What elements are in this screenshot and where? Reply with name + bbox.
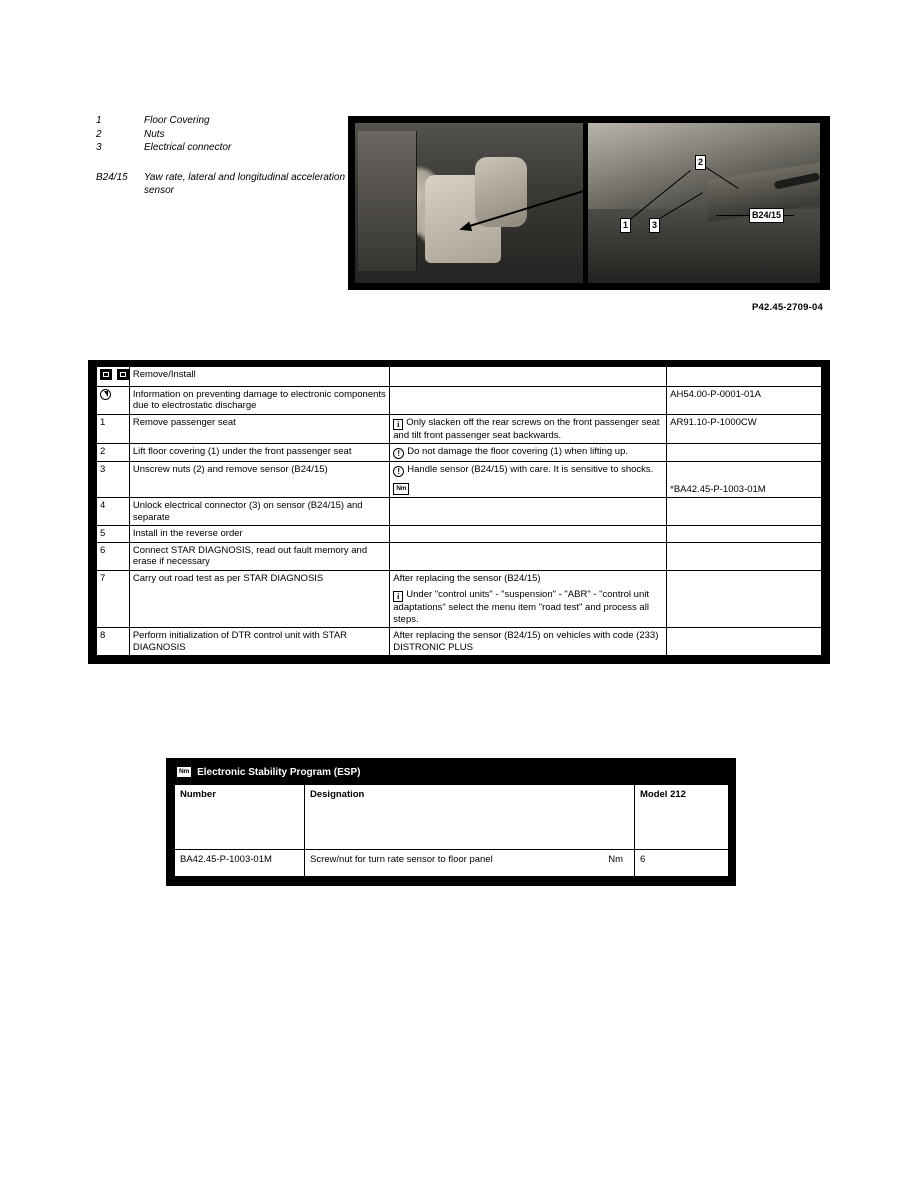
note-text: After replacing the sensor (B24/15) on vehicles with code (233) DISTRONIC PLUS <box>390 628 667 656</box>
operation-text: Lift floor covering (1) under the front passenger seat <box>129 444 389 462</box>
step-number: 2 <box>97 444 130 462</box>
esp-unit: Nm <box>608 854 623 865</box>
table-row <box>97 386 822 414</box>
legend-item-component <box>96 171 346 198</box>
figure-photos <box>348 116 830 290</box>
warning-icon: ! <box>393 448 404 459</box>
esp-cell-number[interactable]: BA42.45-P-1003-01M <box>175 850 305 877</box>
legend-number: 2 <box>96 128 102 140</box>
table-row <box>97 444 822 462</box>
note-cell <box>390 444 667 462</box>
photo-vehicle-interior <box>355 123 583 283</box>
legend-text: Floor Covering <box>144 115 210 126</box>
esp-torque-table <box>174 784 729 877</box>
document-reference <box>667 444 822 462</box>
photo-sensor-detail <box>588 123 820 283</box>
note-text <box>390 498 667 526</box>
table-row <box>97 462 822 498</box>
legend-item <box>96 114 346 128</box>
photo-left-door <box>358 131 417 271</box>
torque-icon: Nm <box>393 483 409 495</box>
step-number: 7 <box>97 570 130 628</box>
info-icon: i <box>393 591 403 602</box>
table-row <box>97 628 822 656</box>
figure-code: P42.45-2709-04 <box>752 302 823 313</box>
operation-text: Carry out road test as per STAR DIAGNOSIS <box>129 570 389 628</box>
operation-text: Install in the reverse order <box>129 526 389 543</box>
step-number: 8 <box>97 628 130 656</box>
note-text: Handle sensor (B24/15) with care. It is sensitive to shocks. <box>407 464 654 475</box>
note-text <box>390 542 667 570</box>
operation-text: Information on preventing damage to electronic components due to electrostatic discharge <box>129 386 389 414</box>
table-row <box>97 498 822 526</box>
step-number: 5 <box>97 526 130 543</box>
torque-icon: Nm <box>176 766 192 778</box>
legend-text: Electrical connector <box>144 142 232 153</box>
callout-1: 1 <box>620 218 631 233</box>
esp-header-number: Number <box>175 785 305 850</box>
callout-2: 2 <box>695 155 706 170</box>
document-reference <box>667 542 822 570</box>
table-header-row <box>97 367 822 387</box>
legend-text: Yaw rate, lateral and longitudinal acceleration sensor <box>144 171 346 196</box>
legend-number: 1 <box>96 115 102 126</box>
operation-text: Unscrew nuts (2) and remove sensor (B24/15) <box>129 462 389 498</box>
operation-text: Connect STAR DIAGNOSIS, read out fault memory and erase if necessary <box>129 542 389 570</box>
table-row <box>97 526 822 543</box>
expand-all-icon[interactable] <box>100 369 112 380</box>
info-icon: i <box>393 419 403 430</box>
header-document <box>667 367 822 387</box>
legend-spacer <box>96 155 346 171</box>
esp-designation-text: Screw/nut for turn rate sensor to floor panel <box>310 854 493 865</box>
esp-table-title <box>174 765 728 784</box>
esd-icon <box>100 389 111 400</box>
note-text: Do not damage the floor covering (1) when lifting up. <box>407 446 629 457</box>
document-reference <box>667 570 822 628</box>
note-cell <box>390 414 667 444</box>
legend-item <box>96 128 346 142</box>
callout-b2415: B24/15 <box>749 208 784 223</box>
note-lead-text: After replacing the sensor (B24/15) <box>393 572 541 584</box>
warning-icon: ! <box>393 466 404 477</box>
document-reference <box>667 526 822 543</box>
figure-legend <box>96 114 346 198</box>
note-cell <box>390 462 667 498</box>
legend-number: 3 <box>96 142 102 153</box>
procedure-table <box>96 366 822 656</box>
esp-cell-designation <box>305 850 635 877</box>
legend-number: B24/15 <box>96 171 128 183</box>
collapse-all-icon[interactable] <box>117 369 129 380</box>
legend-text: Nuts <box>144 128 165 140</box>
header-note <box>390 367 667 387</box>
table-row <box>97 570 822 628</box>
note-text: Under "control units" - "suspension" - "ABR" - "control unit adaptations" select the menu item "road test" and process all steps. <box>393 589 649 625</box>
step-number: 6 <box>97 542 130 570</box>
document-reference[interactable]: AH54.00-P-0001-01A <box>667 386 822 414</box>
step-number: 1 <box>97 414 130 444</box>
note-text: Only slacken off the rear screws on the front passenger seat and tilt front passenger seat backwards. <box>393 416 660 441</box>
table-row <box>97 542 822 570</box>
callout-3: 3 <box>649 218 660 233</box>
operation-text: Unlock electrical connector (3) on sensor (B24/15) and separate <box>129 498 389 526</box>
operation-text: Perform initialization of DTR control unit with STAR DIAGNOSIS <box>129 628 389 656</box>
esp-header-designation: Designation <box>305 785 635 850</box>
esp-title-text: Electronic Stability Program (ESP) <box>197 766 361 778</box>
note-cell <box>390 570 667 628</box>
esp-header-model: Model 212 <box>635 785 729 850</box>
document-reference[interactable]: *BA42.45-P-1003-01M <box>667 462 822 498</box>
header-icons-cell <box>97 367 130 387</box>
document-reference <box>667 498 822 526</box>
step-number <box>97 386 130 414</box>
procedure-table-container <box>88 360 830 664</box>
table-row <box>97 414 822 444</box>
esp-header-row <box>175 785 729 850</box>
legend-item <box>96 141 346 155</box>
note-text <box>390 526 667 543</box>
step-number: 4 <box>97 498 130 526</box>
operation-text: Remove passenger seat <box>129 414 389 444</box>
header-operation: Remove/Install <box>129 367 389 387</box>
esp-table-row <box>175 850 729 877</box>
step-number: 3 <box>97 462 130 498</box>
esp-cell-value: 6 <box>635 850 729 877</box>
document-reference[interactable]: AR91.10-P-1000CW <box>667 414 822 444</box>
esp-torque-table-container <box>166 758 736 886</box>
document-reference <box>667 628 822 656</box>
note-text <box>390 386 667 414</box>
